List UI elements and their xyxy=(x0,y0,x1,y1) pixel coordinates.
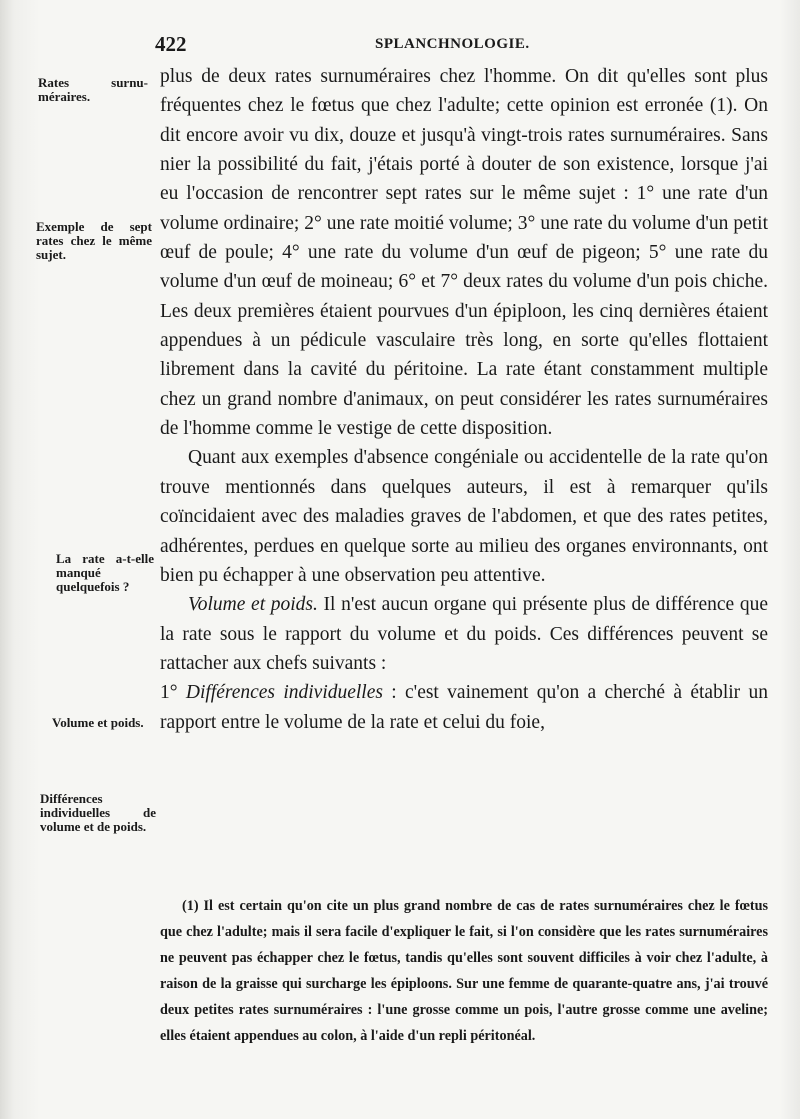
running-title: SPLANCHNOLOGIE. xyxy=(375,36,530,52)
footnote-text: (1) Il est certain qu'on cite un plus grand nombre de cas de rates surnuméraires chez le fœtus que chez l'adulte; mais il sera facile d'expliquer le fait, si l'on considère que les rates surnuméraires ne peuvent pas échapper chez le fœtus, tandis qu'elles sont souvent difficiles à voir chez l'adulte, à raison de la graisse qui surcharge les épiploons. Sur une femme de quarante-quatre ans, j'ai trouvé deux petites rates surnuméraires : l'une grosse comme un pois, l'autre grosse comme une aveline; elles étaient appendues au colon, à l'aide d'un repli péritonéal. xyxy=(160,898,768,1044)
main-text xyxy=(160,62,768,737)
margin-note-sept-rates: Exemple de sept rates chez le même sujet. xyxy=(36,219,152,262)
paragraph-differences-individuelles xyxy=(160,678,768,737)
margin-note-volume-poids: Volume et poids. xyxy=(52,715,144,730)
paragraph-rates-surnumeraires: plus de deux rates surnuméraires chez l'homme. On dit qu'elles sont plus fréquentes chez le fœtus que chez l'adulte; cette opinion est erronée (1). On dit encore avoir vu dix, douze et jusqu'à vingt-trois rates surnuméraires. Sans nier la possibilité du fait, j'étais porté à douter de son existence, lorsque j'ai eu l'occasion de rencontrer sept rates sur le même sujet : 1° une rate d'un volume ordinaire; 2° une rate moitié volume; 3° une rate du volume d'un petit œuf de poule; 4° une rate du volume d'un œuf de pigeon; 5° une rate du volume d'un œuf de moineau; 6° et 7° deux rates du volume d'un pois chiche. Les deux premières étaient pourvues d'un épiploon, les cinq dernières étaient appendues à un pédicule vasculaire très long, en sorte qu'elles flottaient librement dans la cavité du péritoine. La rate étant constamment multiple chez un grand nombre d'animaux, on peut considérer les rates surnuméraires de l'homme comme le vestige de cette disposition. xyxy=(160,66,768,440)
paragraph-differences-text: : c'est vainement qu'on a cherché à établir un rapport entre le volume de la rate et celui du foie, xyxy=(160,682,768,733)
page-number: 422 xyxy=(155,32,187,56)
page-header xyxy=(155,30,775,60)
list-number: 1° xyxy=(160,682,186,704)
margin-note-rate-manque: La rate a-t-elle manqué quelquefois ? xyxy=(56,551,154,594)
paragraph-volume-poids xyxy=(160,590,768,678)
section-title-differences: Différences individuelles xyxy=(185,682,383,704)
margin-note-differences-individuelles: Différences individuelles de volume et de poids. xyxy=(40,791,156,834)
margin-notes xyxy=(0,0,160,1119)
paragraph-volume-poids-text: Il n'est aucun organe qui présente plus de différence que la rate sous le rapport du volume et du poids. Ces différences peuvent se rattacher aux chefs suivants : xyxy=(160,594,768,674)
footnote xyxy=(160,893,768,1049)
paragraph-absence-rate: Quant aux exemples d'absence congéniale ou accidentelle de la rate qu'on trouve mentionnés dans quelques auteurs, il est à remarquer qu'ils coïncidaient avec des maladies graves de l'abdomen, et que des rates petites, adhérentes, perdues en quelque sorte au milieu des organes environnants, ont bien pu échapper à une observation peu attentive. xyxy=(160,447,768,586)
section-title-volume-poids: Volume et poids. xyxy=(188,594,318,616)
margin-note-rates-surnumeraires: Rates surnu-méraires. xyxy=(38,75,148,104)
